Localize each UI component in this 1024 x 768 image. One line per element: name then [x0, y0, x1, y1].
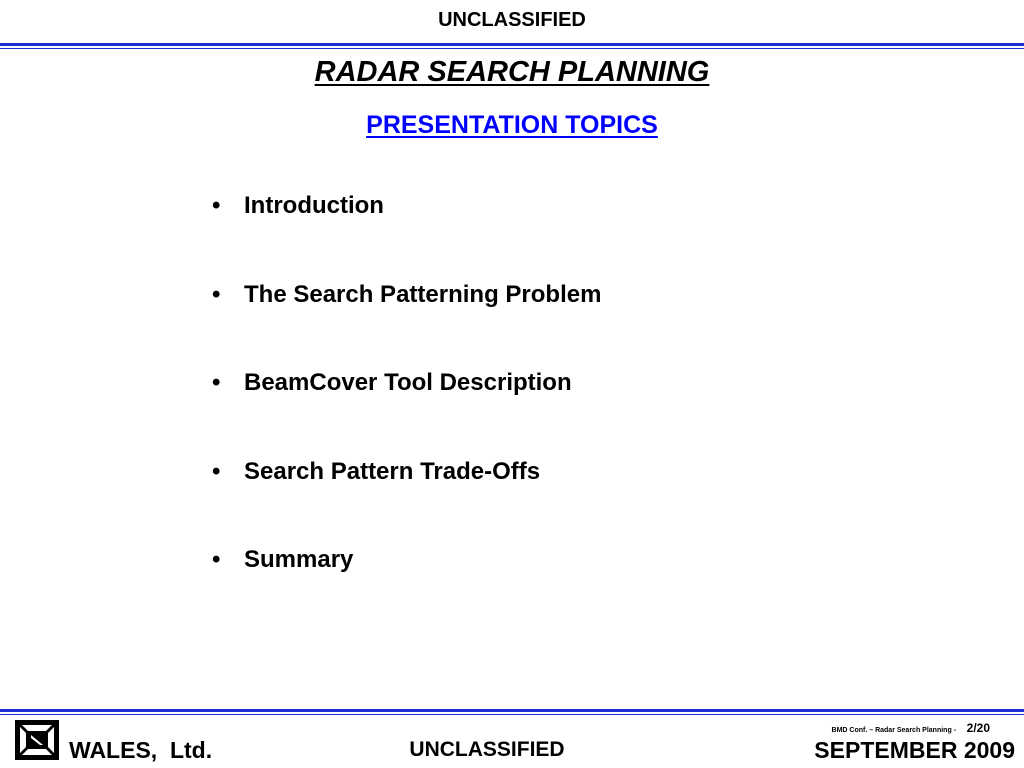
bullet: • — [212, 280, 221, 308]
footer-date: SEPTEMBER 2009 — [814, 737, 1015, 763]
topic-text: The Search Patterning Problem — [244, 280, 602, 308]
topic-item — [212, 540, 601, 629]
page-number: 2/20 — [966, 721, 990, 735]
header-rule — [0, 43, 1024, 46]
slide-subtitle — [0, 110, 1024, 140]
classification-header: UNCLASSIFIED — [438, 9, 586, 31]
topic-item — [212, 452, 601, 541]
slide-title-text: RADAR SEARCH PLANNING — [314, 56, 710, 88]
topic-item — [212, 186, 601, 275]
topics-list — [212, 186, 601, 629]
bullet: • — [212, 457, 221, 485]
footer-rule — [0, 709, 1024, 712]
classification-footer: UNCLASSIFIED — [409, 738, 565, 761]
topic-text: BeamCover Tool Description — [244, 369, 572, 396]
bullet: • — [212, 546, 221, 573]
slide-subtitle-text: PRESENTATION TOPICS — [366, 111, 658, 139]
topic-item — [212, 363, 601, 452]
topic-text: Summary — [244, 546, 354, 573]
bullet: • — [212, 192, 221, 219]
topic-item — [212, 275, 601, 364]
slide-title — [0, 54, 1024, 90]
footer-rule-thin — [0, 714, 1024, 715]
footer-company: WALES, Ltd. — [69, 737, 213, 763]
topic-text: Search Pattern Trade-Offs — [244, 457, 541, 485]
bullet: • — [212, 369, 221, 396]
header-rule-thin — [0, 48, 1024, 49]
topic-text: Introduction — [244, 192, 384, 219]
footer-conference-note: BMD Conf. – Radar Search Planning - — [831, 727, 956, 734]
